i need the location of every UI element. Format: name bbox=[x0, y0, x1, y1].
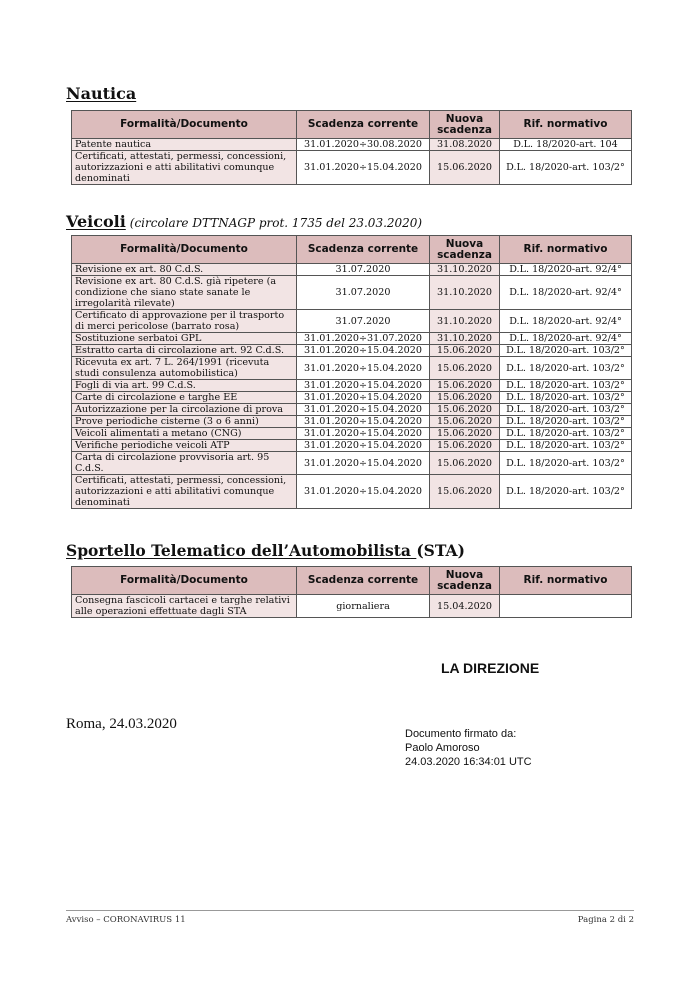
cell-scadenza-corrente: 31.01.2020÷15.04.2020 bbox=[297, 475, 430, 509]
section-title-veicoli-text: Veicoli bbox=[66, 212, 126, 231]
cell-rif-normativo: D.L. 18/2020-art. 103/2° bbox=[500, 475, 632, 509]
cell-nuova-scadenza: 15.06.2020 bbox=[430, 380, 500, 392]
cell-rif-normativo: D.L. 18/2020-art. 103/2° bbox=[500, 440, 632, 452]
cell-scadenza-corrente: 31.01.2020÷15.04.2020 bbox=[297, 151, 430, 185]
cell-formalita: Fogli di via art. 99 C.d.S. bbox=[72, 380, 297, 392]
digital-signature bbox=[405, 727, 532, 769]
cell-rif-normativo bbox=[500, 595, 632, 618]
cell-nuova-scadenza: 15.06.2020 bbox=[430, 416, 500, 428]
cell-scadenza-corrente: 31.07.2020 bbox=[297, 264, 430, 276]
table-row bbox=[72, 380, 632, 392]
cell-nuova-scadenza: 15.06.2020 bbox=[430, 440, 500, 452]
table-row bbox=[72, 595, 632, 618]
cell-nuova-scadenza: 31.10.2020 bbox=[430, 276, 500, 310]
header-formalita: Formalità/Documento bbox=[72, 111, 297, 139]
cell-rif-normativo: D.L. 18/2020-art. 103/2° bbox=[500, 380, 632, 392]
cell-scadenza-corrente: 31.01.2020÷15.04.2020 bbox=[297, 357, 430, 380]
cell-formalita: Autorizzazione per la circolazione di prova bbox=[72, 404, 297, 416]
cell-formalita: Carte di circolazione e targhe EE bbox=[72, 392, 297, 404]
cell-rif-normativo: D.L. 18/2020-art. 104 bbox=[500, 139, 632, 151]
cell-nuova-scadenza: 31.10.2020 bbox=[430, 264, 500, 276]
cell-formalita: Certificati, attestati, permessi, concessioni, autorizzazioni e atti abilitativi comunque denominati bbox=[72, 475, 297, 509]
footer-left: Avviso – CORONAVIRUS 11 bbox=[66, 915, 186, 925]
table-row bbox=[72, 452, 632, 475]
table-row bbox=[72, 333, 632, 345]
cell-formalita: Certificati, attestati, permessi, concessioni, autorizzazioni e atti abilitativi comunque denominati bbox=[72, 151, 297, 185]
cell-nuova-scadenza: 15.06.2020 bbox=[430, 452, 500, 475]
header-rif-normativo: Rif. normativo bbox=[500, 567, 632, 595]
cell-rif-normativo: D.L. 18/2020-art. 103/2° bbox=[500, 392, 632, 404]
table-header-row bbox=[72, 567, 632, 595]
cell-formalita: Revisione ex art. 80 C.d.S. bbox=[72, 264, 297, 276]
cell-rif-normativo: D.L. 18/2020-art. 103/2° bbox=[500, 357, 632, 380]
cell-formalita: Certificato di approvazione per il trasporto di merci pericolose (barrato rosa) bbox=[72, 310, 297, 333]
table-row bbox=[72, 404, 632, 416]
cell-formalita: Sostituzione serbatoi GPL bbox=[72, 333, 297, 345]
cell-scadenza-corrente: 31.07.2020 bbox=[297, 276, 430, 310]
cell-scadenza-corrente: 31.01.2020÷31.07.2020 bbox=[297, 333, 430, 345]
table-header-row bbox=[72, 236, 632, 264]
cell-scadenza-corrente: 31.01.2020÷15.04.2020 bbox=[297, 440, 430, 452]
cell-scadenza-corrente: 31.01.2020÷30.08.2020 bbox=[297, 139, 430, 151]
table-nautica bbox=[71, 110, 632, 185]
table-row bbox=[72, 310, 632, 333]
cell-formalita: Revisione ex art. 80 C.d.S. già ripetere (a condizione che siano state sanate le irregolarità rilevate) bbox=[72, 276, 297, 310]
footer-page-number: Pagina 2 di 2 bbox=[577, 915, 634, 925]
table-row bbox=[72, 276, 632, 310]
header-formalita: Formalità/Documento bbox=[72, 567, 297, 595]
cell-scadenza-corrente: giornaliera bbox=[297, 595, 430, 618]
cell-rif-normativo: D.L. 18/2020-art. 103/2° bbox=[500, 416, 632, 428]
cell-nuova-scadenza: 15.06.2020 bbox=[430, 392, 500, 404]
footer-divider bbox=[66, 910, 634, 911]
cell-formalita: Ricevuta ex art. 7 L. 264/1991 (ricevuta studi consulenza automobilistica) bbox=[72, 357, 297, 380]
cell-scadenza-corrente: 31.01.2020÷15.04.2020 bbox=[297, 392, 430, 404]
cell-scadenza-corrente: 31.01.2020÷15.04.2020 bbox=[297, 416, 430, 428]
cell-scadenza-corrente: 31.01.2020÷15.04.2020 bbox=[297, 428, 430, 440]
cell-formalita: Veicoli alimentati a metano (CNG) bbox=[72, 428, 297, 440]
table-row bbox=[72, 139, 632, 151]
cell-rif-normativo: D.L. 18/2020-art. 103/2° bbox=[500, 428, 632, 440]
cell-rif-normativo: D.L. 18/2020-art. 103/2° bbox=[500, 151, 632, 185]
cell-formalita: Verifiche periodiche veicoli ATP bbox=[72, 440, 297, 452]
section-veicoli-note: (circolare DTTNAGP prot. 1735 del 23.03.2020) bbox=[129, 216, 423, 230]
place-date: Roma, 24.03.2020 bbox=[66, 716, 177, 732]
header-scadenza-corrente: Scadenza corrente bbox=[297, 567, 430, 595]
cell-formalita: Patente nautica bbox=[72, 139, 297, 151]
cell-nuova-scadenza: 15.06.2020 bbox=[430, 151, 500, 185]
header-rif-normativo: Rif. normativo bbox=[500, 111, 632, 139]
table-row bbox=[72, 151, 632, 185]
cell-rif-normativo: D.L. 18/2020-art. 92/4° bbox=[500, 310, 632, 333]
cell-nuova-scadenza: 15.06.2020 bbox=[430, 428, 500, 440]
header-nuova-scadenza: Nuova scadenza bbox=[430, 236, 500, 264]
header-rif-normativo: Rif. normativo bbox=[500, 236, 632, 264]
header-scadenza-corrente: Scadenza corrente bbox=[297, 236, 430, 264]
cell-formalita: Prove periodiche cisterne (3 o 6 anni) bbox=[72, 416, 297, 428]
cell-rif-normativo: D.L. 18/2020-art. 103/2° bbox=[500, 345, 632, 357]
section-title-veicoli bbox=[66, 212, 422, 231]
table-row bbox=[72, 357, 632, 380]
section-title-sta-text: Sportello Telematico dell’Automobilista bbox=[66, 541, 411, 560]
section-title-nautica bbox=[66, 84, 136, 103]
cell-nuova-scadenza: 31.10.2020 bbox=[430, 333, 500, 345]
table-row bbox=[72, 392, 632, 404]
table-veicoli bbox=[71, 235, 632, 509]
cell-nuova-scadenza: 31.10.2020 bbox=[430, 310, 500, 333]
table-row bbox=[72, 345, 632, 357]
cell-nuova-scadenza: 15.06.2020 bbox=[430, 357, 500, 380]
signature-name: Paolo Amoroso bbox=[405, 742, 480, 754]
section-title-nautica-text: Nautica bbox=[66, 84, 137, 103]
cell-rif-normativo: D.L. 18/2020-art. 103/2° bbox=[500, 404, 632, 416]
cell-nuova-scadenza: 15.06.2020 bbox=[430, 404, 500, 416]
cell-nuova-scadenza: 15.06.2020 bbox=[430, 475, 500, 509]
cell-nuova-scadenza: 15.04.2020 bbox=[430, 595, 500, 618]
table-row bbox=[72, 440, 632, 452]
direction-heading: LA DIREZIONE bbox=[441, 660, 540, 676]
table-row bbox=[72, 416, 632, 428]
cell-formalita: Consegna fascicoli cartacei e targhe relativi alle operazioni effettuate dagli STA bbox=[72, 595, 297, 618]
signature-line-1: Documento firmato da: bbox=[405, 728, 517, 740]
table-header-row bbox=[72, 111, 632, 139]
cell-rif-normativo: D.L. 18/2020-art. 92/4° bbox=[500, 276, 632, 310]
cell-nuova-scadenza: 15.06.2020 bbox=[430, 345, 500, 357]
header-formalita: Formalità/Documento bbox=[72, 236, 297, 264]
cell-scadenza-corrente: 31.01.2020÷15.04.2020 bbox=[297, 404, 430, 416]
header-scadenza-corrente: Scadenza corrente bbox=[297, 111, 430, 139]
header-nuova-scadenza: Nuova scadenza bbox=[430, 567, 500, 595]
header-nuova-scadenza: Nuova scadenza bbox=[430, 111, 500, 139]
cell-formalita: Carta di circolazione provvisoria art. 95 C.d.S. bbox=[72, 452, 297, 475]
table-sta bbox=[71, 566, 632, 618]
section-title-sta-suffix: (STA) bbox=[416, 541, 465, 560]
cell-rif-normativo: D.L. 18/2020-art. 92/4° bbox=[500, 264, 632, 276]
cell-rif-normativo: D.L. 18/2020-art. 103/2° bbox=[500, 452, 632, 475]
signature-timestamp: 24.03.2020 16:34:01 UTC bbox=[405, 756, 532, 768]
cell-scadenza-corrente: 31.07.2020 bbox=[297, 310, 430, 333]
cell-scadenza-corrente: 31.01.2020÷15.04.2020 bbox=[297, 380, 430, 392]
cell-rif-normativo: D.L. 18/2020-art. 92/4° bbox=[500, 333, 632, 345]
table-row bbox=[72, 475, 632, 509]
section-title-sta bbox=[66, 541, 465, 560]
cell-scadenza-corrente: 31.01.2020÷15.04.2020 bbox=[297, 345, 430, 357]
cell-nuova-scadenza: 31.08.2020 bbox=[430, 139, 500, 151]
cell-scadenza-corrente: 31.01.2020÷15.04.2020 bbox=[297, 452, 430, 475]
table-row bbox=[72, 428, 632, 440]
cell-formalita: Estratto carta di circolazione art. 92 C.d.S. bbox=[72, 345, 297, 357]
table-row bbox=[72, 264, 632, 276]
